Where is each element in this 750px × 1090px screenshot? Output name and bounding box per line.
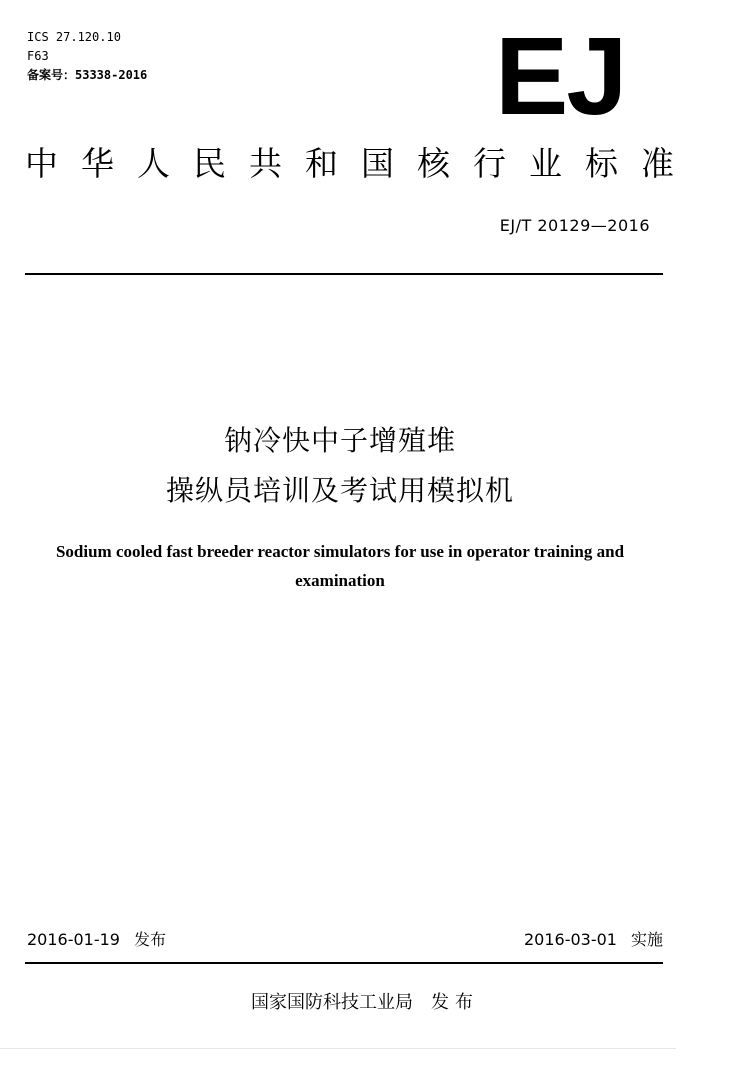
standard-number: EJ/T 20129—2016 xyxy=(499,216,650,235)
publisher-label: 发布 xyxy=(431,992,479,1013)
implementation-date: 2016-03-01 xyxy=(524,930,617,949)
chinese-title-line-1: 钠冷快中子增殖堆 xyxy=(223,424,456,457)
implementation-label: 实施 xyxy=(630,930,663,949)
page-edge-line xyxy=(0,1048,676,1049)
publisher-name: 国家国防科技工业局 xyxy=(251,992,413,1013)
issue-label: 发布 xyxy=(133,930,166,949)
implementation-date-block xyxy=(524,930,663,950)
record-number: 备案号：53338-2016 xyxy=(27,68,148,82)
english-title-line-2: examination xyxy=(295,571,385,590)
english-title-line-1: Sodium cooled fast breeder reactor simulators for use in operator training and xyxy=(55,542,625,561)
ics-code: ICS 27.120.10 xyxy=(27,30,121,44)
chinese-title-line-2: 操纵员培训及考试用模拟机 xyxy=(165,474,514,507)
top-divider xyxy=(25,273,663,275)
issue-date: 2016-01-19 xyxy=(27,930,120,949)
issue-date-block xyxy=(27,930,166,950)
ej-logo: EJ xyxy=(495,15,626,138)
bottom-divider xyxy=(25,962,663,964)
standard-type-heading: 中华人民共和国核行业标准 xyxy=(25,144,697,183)
classification-code: F63 xyxy=(27,49,49,63)
publisher-line xyxy=(0,990,730,1016)
